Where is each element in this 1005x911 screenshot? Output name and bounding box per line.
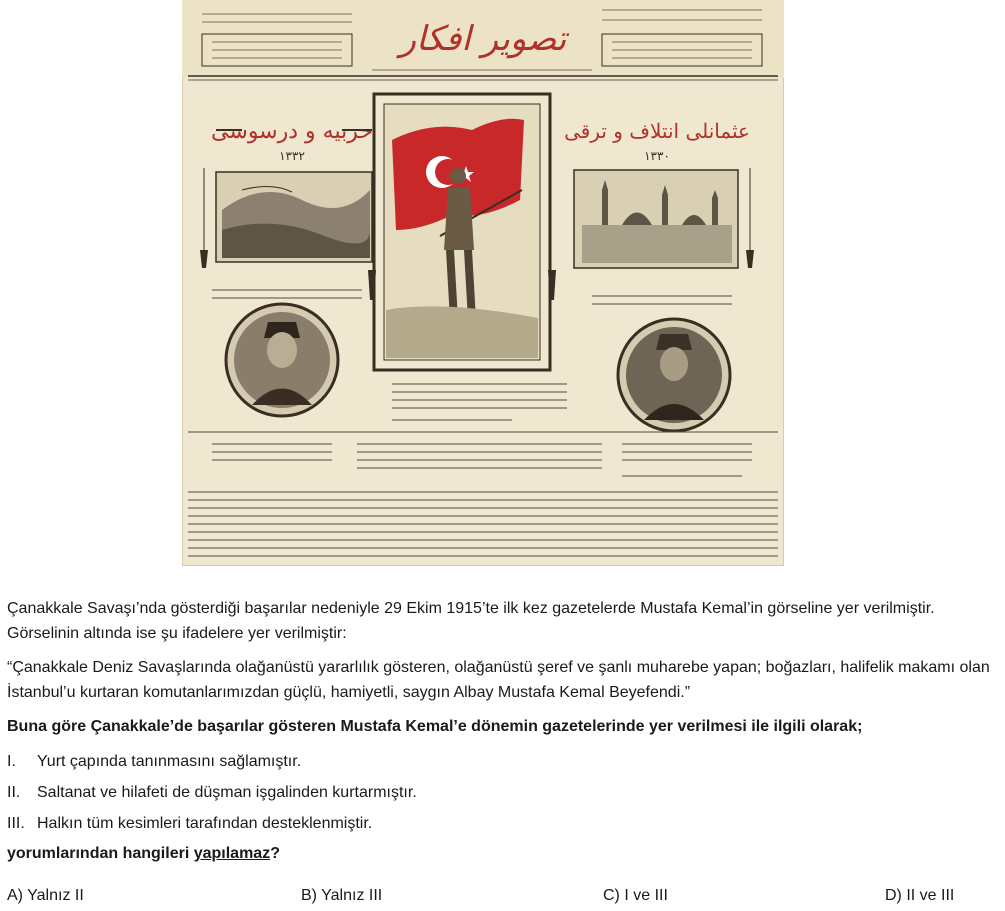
right-heading: عثمانلى انتلاف و ترقى: [564, 119, 750, 143]
statement-item: [7, 808, 999, 839]
choice-b[interactable]: B) Yalnız III: [301, 887, 383, 904]
svg-text:١٣٣٢: ١٣٣٢: [279, 149, 305, 163]
statement-list: [7, 746, 999, 839]
central-illustration: [368, 94, 556, 370]
masthead: [182, 0, 784, 80]
choice-d[interactable]: D) II ve III: [885, 887, 955, 904]
answer-choices: [7, 887, 999, 911]
statement-item: [7, 746, 999, 777]
question-tail-underlined: yapılamaz: [193, 845, 271, 862]
newspaper-image: [182, 0, 784, 566]
question-tail-post: ?: [270, 845, 280, 862]
statement-numeral: III.: [7, 815, 25, 832]
left-landscape-panel: [200, 168, 372, 268]
question-tail: [7, 841, 999, 866]
statement-item: [7, 777, 999, 808]
svg-text:١٣٣٠: ١٣٣٠: [644, 149, 670, 163]
statement-text: Halkın tüm kesimleri tarafından desteklenmiştir.: [37, 815, 373, 832]
statement-text: Saltanat ve hilafeti de düşman işgalinden kurtarmıştır.: [37, 784, 417, 801]
choice-a[interactable]: A) Yalnız II: [7, 887, 84, 904]
choice-c[interactable]: C) I ve III: [603, 887, 668, 904]
left-portrait: [226, 304, 338, 416]
right-city-panel: [574, 168, 754, 268]
question-stem: Buna göre Çanakkale’de başarılar gösteren Mustafa Kemal’e dönemin gazetelerinde yer verilmesi ile ilgili olarak;: [7, 718, 863, 735]
question-quote: “Çanakkale Deniz Savaşlarında olağanüstü yararlılık gösteren, olağanüstü şeref ve şanlı muharebe yapan; boğazları, halifelik makamı olan İstanbul’u kurtaran komutanlarımızdan güçlü, hamiyetli, saygın Albay Mustafa Kemal Beyefendi.”: [7, 659, 990, 701]
statement-numeral: I.: [7, 753, 16, 770]
question-tail-pre: yorumlarından hangileri: [7, 845, 194, 862]
question-intro: Çanakkale Savaşı’nda gösterdiği başarılar nedeniyle 29 Ekim 1915’te ilk kez gazetelerde Mustafa Kemal’in görseline yer verilmiştir. Görselinin altında ise şu ifadelere yer verilmiştir:: [7, 600, 935, 642]
question-block: [7, 596, 999, 866]
left-heading: حربيه و درسوسى: [211, 119, 373, 144]
statement-text: Yurt çapında tanınmasını sağlamıştır.: [37, 753, 302, 770]
masthead-title: تصوير افكار: [399, 19, 567, 59]
right-portrait: [618, 319, 730, 431]
statement-numeral: II.: [7, 784, 21, 801]
